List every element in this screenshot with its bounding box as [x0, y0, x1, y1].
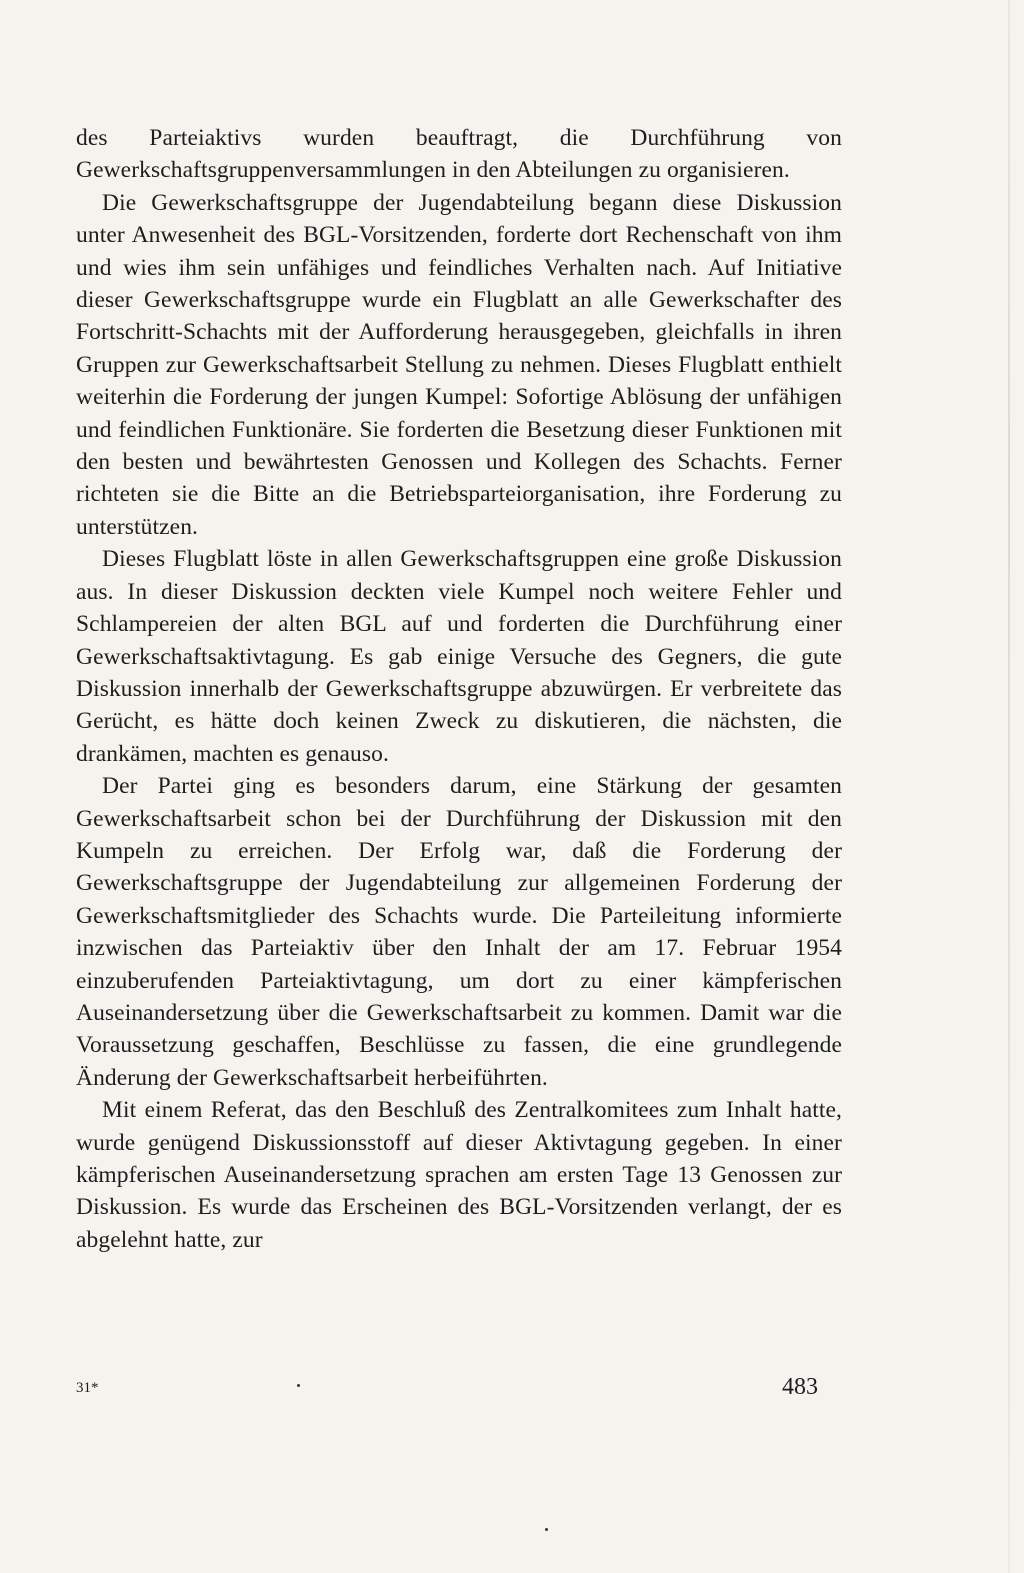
page-edge-shadow	[1008, 0, 1010, 1573]
paragraph: Mit einem Referat, das den Beschluß des Zentralkomitees zum Inhalt hatte, wurde genügend Diskussionsstoff auf dieser Aktivtagung gegeben. In einer kämpferischen Auseinandersetzung sprachen am ersten Tage 13 Genossen zur Diskussion. Es wurde das Erscheinen des BGL-Vorsitzenden verlangt, der es abgelehnt hatte, zur	[76, 1097, 842, 1253]
speck	[297, 1384, 300, 1387]
speck	[545, 1528, 548, 1531]
signature-mark: 31*	[76, 1380, 99, 1396]
paragraph: Dieses Flugblatt löste in allen Gewerkschaftsgruppen eine große Diskussion aus. In dieser Diskussion deckten viele Kumpel noch weitere Fehler und Schlampereien der alten BGL auf und forderten die Durchführung einer Gewerkschaftsaktivtagung. Es gab einige Versuche des Gegners, die gute Diskussion innerhalb der Gewerkschaftsgruppe abzuwürgen. Er verbreitete das Gerücht, es hätte doch keinen Zweck zu diskutieren, die nächsten, die drankämen, machten es genauso.	[76, 546, 842, 767]
page-number: 483	[782, 1374, 818, 1400]
paragraph: Der Partei ging es besonders darum, eine Stärkung der gesamten Gewerkschaftsarbeit schon bei der Durchführung der Diskussion mit den Kumpeln zu erreichen. Der Erfolg war, daß die Forderung der Gewerkschaftsgruppe der Jugendabteilung zur allgemeinen Forderung der Gewerkschaftsmitglieder des Schachts wurde. Die Parteileitung informierte inzwischen das Parteiaktiv über den Inhalt der am 17. Februar 1954 einzuberufenden Parteiaktivtagung, um dort zu einer kämpferischen Auseinandersetzung über die Gewerkschaftsarbeit zu kommen. Damit war die Voraussetzung geschaffen, Beschlüsse zu fassen, die eine grundlegende Änderung der Gewerkschaftsarbeit herbeiführten.	[76, 773, 842, 1091]
paragraph: des Parteiaktivs wurden beauftragt, die Durchführung von Gewerkschaftsgruppenversammlungen in den Abteilungen zu organisieren.	[76, 125, 842, 184]
paragraph: Die Gewerkschaftsgruppe der Jugendabteilung begann diese Diskussion unter Anwesenheit des BGL-Vorsitzenden, forderte dort Rechenschaft von ihm und wies ihm sein unfähiges und feindliches Verhalten nach. Auf Initiative dieser Gewerkschaftsgruppe wurde ein Flugblatt an alle Gewerkschafter des Fortschritt-Schachts mit der Aufforderung herausgegeben, gleichfalls in ihren Gruppen zur Gewerkschaftsarbeit Stellung zu nehmen. Dieses Flugblatt enthielt weiterhin die Forderung der jungen Kumpel: Sofortige Ablösung der unfähigen und feindlichen Funktionäre. Sie forderten die Besetzung dieser Funktionen mit den besten und bewährtesten Genossen und Kollegen des Schachts. Ferner richteten sie die Bitte an die Betriebsparteiorganisation, ihre Forderung zu unterstützen.	[76, 189, 842, 540]
body-text	[76, 122, 842, 1256]
